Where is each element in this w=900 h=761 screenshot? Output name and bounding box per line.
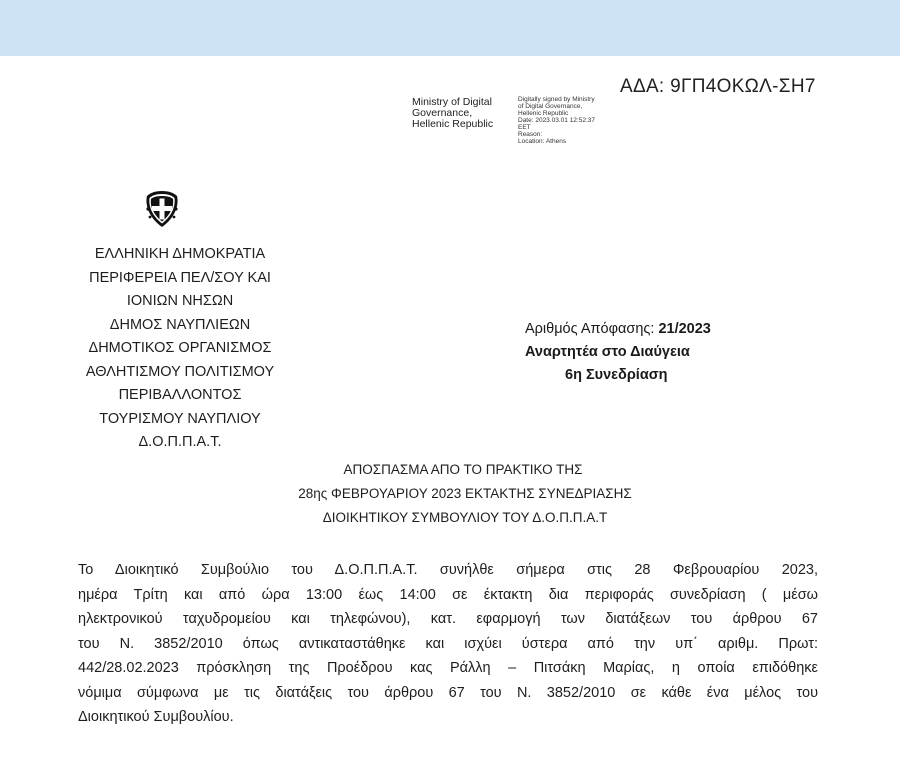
posting-note: Αναρτητέα στο Διαύγεια	[525, 344, 690, 360]
signer-line: Hellenic Republic	[412, 118, 494, 130]
signature-detail-line: Reason:	[518, 131, 543, 138]
signature-detail-line: of Digital Governance,	[518, 103, 583, 110]
paragraph-line: Διοικητικού Συμβουλίου.	[78, 709, 234, 725]
issuing-authority	[55, 243, 305, 455]
issuer-line: ΙΟΝΙΩΝ ΝΗΣΩΝ	[126, 293, 234, 309]
issuer-line: ΑΘΛΗΤΙΣΜΟΥ ΠΟΛΙΤΙΣΜΟΥ	[85, 363, 275, 380]
hellenic-republic-emblem-icon	[142, 189, 182, 229]
issuer-line: ΔΗΜΟΤΙΚΟΣ ΟΡΓΑΝΙΣΜΟΣ	[88, 340, 272, 356]
heading-line: ΑΠΟΣΠΑΣΜΑ ΑΠΟ ΤΟ ΠΡΑΚΤΙΚΟ ΤΗΣ	[343, 462, 583, 477]
signature-detail-line: Date: 2023.03.01 12:52:37	[518, 117, 595, 124]
paragraph-line: ημέρα Τρίτη και από ώρα 13:00 έως 14:00 σε έκτακτη δια περιφοράς συνεδρίαση ( μέσω	[78, 586, 818, 603]
signer-line: Ministry of Digital	[412, 96, 492, 108]
signature-detail-line: EET	[518, 124, 531, 131]
signature-detail-line: Location: Athens	[518, 138, 567, 145]
issuer-line: ΠΕΡΙΒΑΛΛΟΝΤΟΣ	[118, 387, 242, 403]
signer-line: Governance,	[412, 107, 473, 119]
digital-signature-details	[518, 96, 638, 145]
ada-identifier: ΑΔΑ: 9ΓΠ4ΟΚΩΛ-ΣΗ7	[620, 76, 816, 97]
issuer-line: ΕΛΛΗΝΙΚΗ ΔΗΜΟΚΡΑΤΙΑ	[94, 246, 266, 262]
decision-number-row	[525, 318, 711, 341]
paragraph-line: νόμιμα σύμφωνα με τις διατάξεις του άρθρου 67 του Ν. 3852/2010 σε κάθε ένα μέλος του	[78, 684, 818, 701]
heading-line: 28ης ΦΕΒΡΟΥΑΡΙΟΥ 2023 ΕΚΤΑΚΤΗΣ ΣΥΝΕΔΡΙΑΣΗΣ	[298, 486, 632, 501]
signature-detail-line: Digitally signed by Ministry	[518, 96, 595, 103]
heading-line: ΔΙΟΙΚΗΤΙΚΟΥ ΣΥΜΒΟΥΛΙΟΥ ΤΟΥ Δ.Ο.Π.Π.Α.Τ	[322, 510, 608, 525]
viewer-top-bar	[0, 0, 900, 56]
decision-number-value: 21/2023	[658, 321, 711, 337]
signature-detail-line: Hellenic Republic	[518, 110, 569, 117]
issuer-line: ΔΗΜΟΣ ΝΑΥΠΛΙΕΩΝ	[109, 316, 251, 333]
document-heading	[0, 458, 900, 530]
session-number: 6η Συνεδρίαση	[565, 367, 668, 383]
paragraph-line: Το Διοικητικό Συμβούλιο του Δ.Ο.Π.Π.Α.Τ. συνήλθε σήμερα στις 28 Φεβρουαρίου 2023,	[78, 562, 818, 578]
document-page	[0, 56, 900, 761]
body-paragraph	[78, 558, 818, 730]
issuer-line: ΤΟΥΡΙΣΜΟΥ ΝΑΥΠΛΙΟΥ	[99, 410, 261, 427]
issuer-line: ΠΕΡΙΦΕΡΕΙΑ ΠΕΛ/ΣΟΥ ΚΑΙ	[89, 269, 271, 286]
decision-number-label: Αριθμός Απόφασης:	[525, 321, 655, 337]
paragraph-line: του Ν. 3852/2010 όπως αντικαταστάθηκε και ισχύει ύστερα από την υπ΄ αριθμ. Πρωτ:	[78, 635, 818, 652]
digital-signature-signer	[412, 97, 522, 130]
issuer-line: Δ.Ο.Π.Π.Α.Τ.	[138, 434, 222, 450]
paragraph-line: 442/28.02.2023 πρόσκληση της Προέδρου κας Ράλλη – Πιτσάκη Μαρίας, η οποία επιδόθηκε	[78, 660, 818, 676]
paragraph-line: ηλεκτρονικού ταχυδρομείου και τηλεφώνου), κατ. εφαρμογή των διατάξεων του άρθρου 67	[78, 611, 818, 627]
decision-info	[525, 318, 711, 387]
